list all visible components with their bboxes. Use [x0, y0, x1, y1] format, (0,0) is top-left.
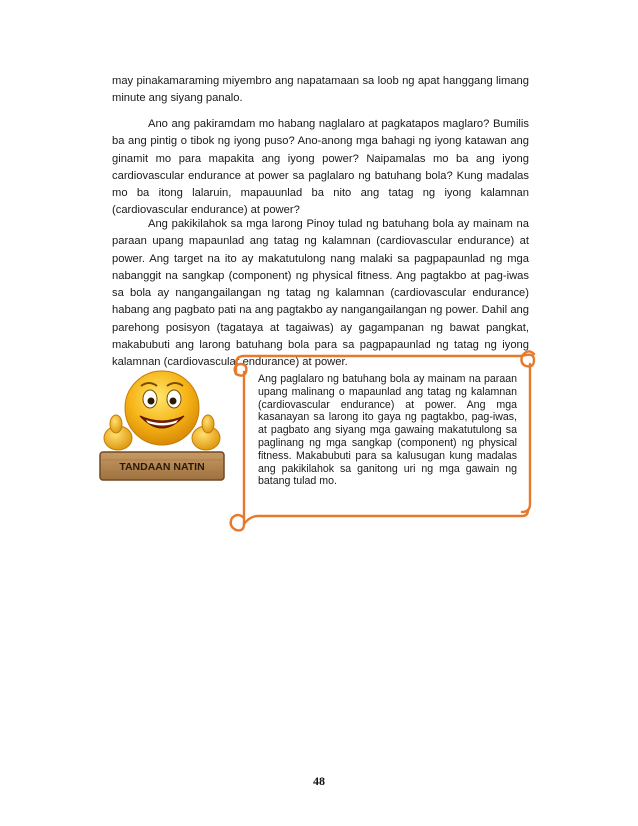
tandaan-text: Ang paglalaro ng batuhang bola ay mainam na paraan upang malinang o mapaunlad ang tatag ng kalamnan (cardiovascular endurance) at power. Ang mga kasanayan sa larong ito gaya ng pagtakbo, pag-iwas, at pagbato ang siyang mga gawaing makatutulong sa paglinang ng mga sangkap (component) ng physical fitness. Makabubuti para sa kalusugan kung madalas ang pakikilahok sa ganitong uri ng mga gawain ng batang tulad mo.	[258, 373, 517, 488]
paragraph-1: may pinakamaraming miyembro ang napatamaan sa loob ng apat hanggang limang minute ang siyang panalo.	[112, 75, 529, 105]
paragraph-3: Ang pakikilahok sa mga larong Pinoy tulad ng batuhang bola ay mainam na paraan upang mapaunlad ang tatag ng kalamnan (cardiovascular endurance) at power. Ang target na ito ay makatutulong nang malaki sa pagpapaunlad ng mga nabanggit na sangkap (component) ng physical fitness. Ang pagtakbo at pag-iwas sa bola ay nangangailangan ng tatag ng kalamnan (cardiovascular endurance) habang ang pagbato pati na ang pagtakbo ay nangangailangan ng power. Dahil ang parehong posisyon (tagataya at tagaiwas) ay gagampanan ng bawat pangkat, makabubuti ang larong batuhang bola para sa pagpapaunlad ng tatag ng iyong kalamnan (cardiovascular endurance) at power.	[112, 218, 529, 369]
smiley-thumbs-up-icon	[96, 366, 228, 484]
tandaan-sign-label: TANDAAN NATIN	[119, 461, 205, 473]
page-number: 48	[313, 774, 325, 788]
paragraph-2: Ano ang pakiramdam mo habang naglalaro at pagkatapos maglaro? Bumilis ba ang pintig o tibok ng iyong puso? Ano-anong mga bahagi ng iyong katawan ang ginamit mo para mapakita ang iyong power? Naipamalas mo ba ang iyong cardiovascular endurance at power sa paglalaro ng batuhang bola? Kung madalas mo ba itong lalaruin, mapauunlad ba nito ang tatag ng iyong kalamnan (cardiovascular endurance) at power?	[112, 118, 529, 217]
